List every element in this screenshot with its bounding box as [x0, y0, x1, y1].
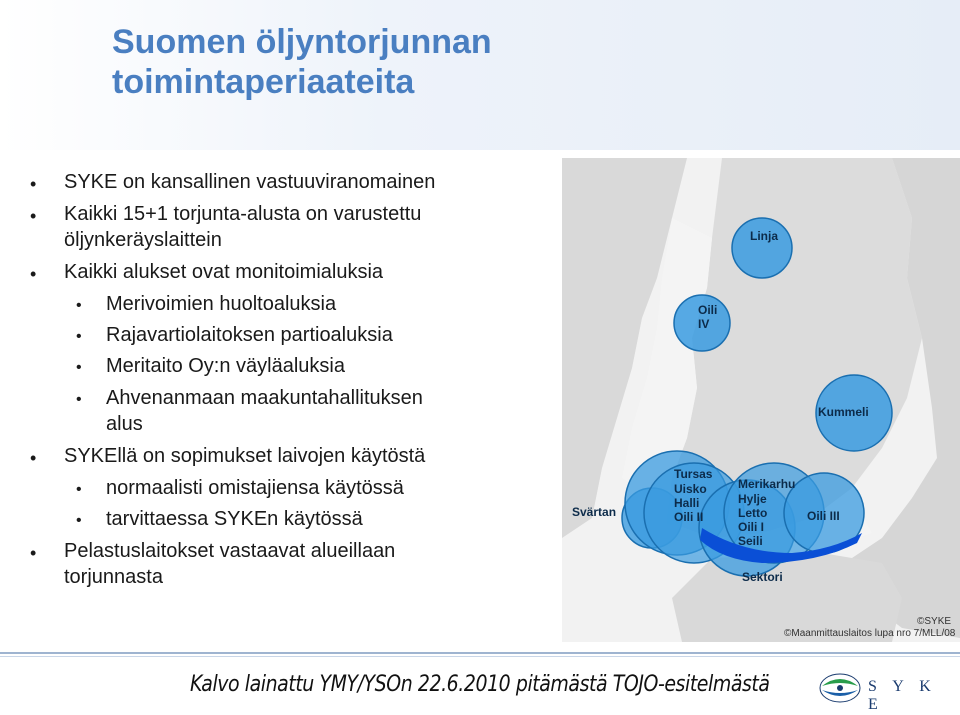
bullet-dot-icon: •	[30, 543, 37, 563]
sub-bullet-item: • Rajavartiolaitoksen partioaluksia	[106, 323, 393, 347]
bullet-dot-icon: •	[76, 359, 82, 376]
map-label-sektori: Sektori	[742, 570, 783, 584]
map-label-oili-ii: Oili II	[674, 510, 704, 524]
bullet-continuation: öljynkeräyslaittein	[64, 229, 222, 251]
bullet-dot-icon: •	[30, 206, 37, 226]
bullet-dot-icon: •	[76, 391, 82, 408]
sub-bullet-item: • normaalisti omistajiensa käytössä	[106, 476, 404, 500]
bullet-dot-icon: •	[76, 481, 82, 498]
bullet-dot-icon: •	[76, 328, 82, 345]
map-label-kummeli: Kummeli	[818, 405, 869, 419]
sub-bullet-item: • tarvittaessa SYKEn käytössä	[106, 507, 363, 531]
footer-caption: Kalvo lainattu YMY/YSOn 22.6.2010 pitämästä TOJO-esitelmästä	[190, 672, 770, 697]
syke-logo-word: S Y K E	[868, 678, 937, 713]
sub-bullet-item: • Meritaito Oy:n väyläaluksia	[106, 354, 345, 378]
page-title-line2: toimintaperiaateita	[112, 63, 415, 101]
map-credit-mml: ©Maanmittauslaitos lupa nro 7/MLL/08	[784, 628, 956, 639]
map-label-tursas: Tursas	[674, 467, 713, 481]
map-label-oili-iv-num: IV	[698, 317, 710, 331]
map-label-uisko: Uisko	[674, 482, 707, 496]
map-label-hylje: Hylje	[738, 492, 767, 506]
footer-divider	[0, 652, 960, 654]
sub-bullet-continuation: alus	[106, 413, 143, 435]
bullet-dot-icon: •	[30, 174, 37, 194]
page-title	[112, 22, 492, 102]
coverage-circle-linja	[732, 218, 792, 278]
map-label-svartan: Svärtan	[572, 505, 617, 519]
map-label-oili-iv: Oili	[698, 303, 718, 317]
map-label-seili: Seili	[738, 534, 763, 548]
bullet-continuation: torjunnasta	[64, 566, 163, 588]
footer-divider-thin	[0, 656, 960, 657]
bullet-item: • Pelastuslaitokset vastaavat alueillaan	[30, 540, 396, 563]
bullet-item: • Kaikki 15+1 torjunta-alusta on varustettu	[30, 203, 422, 226]
syke-logo-icon	[818, 670, 862, 706]
map-credit-syke: ©SYKE	[917, 616, 952, 627]
map-label-linja: Linja	[750, 229, 779, 243]
bullet-item: • SYKEllä on sopimukset laivojen käytöstä	[30, 445, 426, 468]
map-svg	[562, 158, 960, 642]
bullet-item: • SYKE on kansallinen vastuuviranomainen	[30, 171, 436, 194]
map-label-merikarhu: Merikarhu	[738, 477, 796, 491]
bullet-dot-icon: •	[76, 297, 82, 314]
sub-bullet-item: • Ahvenanmaan maakuntahallituksen	[106, 386, 423, 410]
sub-bullet-item: • Merivoimien huoltoaluksia	[106, 292, 336, 316]
map-label-halli: Halli	[674, 496, 700, 510]
bullet-dot-icon: •	[76, 512, 82, 529]
map-label-letto: Letto	[738, 506, 768, 520]
map-label-oili-iii: Oili III	[807, 509, 840, 523]
bullet-item: • Kaikki alukset ovat monitoimialuksia	[30, 261, 384, 284]
map-label-oili-i: Oili I	[738, 520, 765, 534]
bullet-dot-icon: •	[30, 264, 37, 284]
finland-response-map	[562, 158, 960, 642]
page-title-line1: Suomen öljyntorjunnan	[112, 23, 492, 61]
bullet-dot-icon: •	[30, 448, 37, 468]
syke-logo	[818, 668, 948, 713]
